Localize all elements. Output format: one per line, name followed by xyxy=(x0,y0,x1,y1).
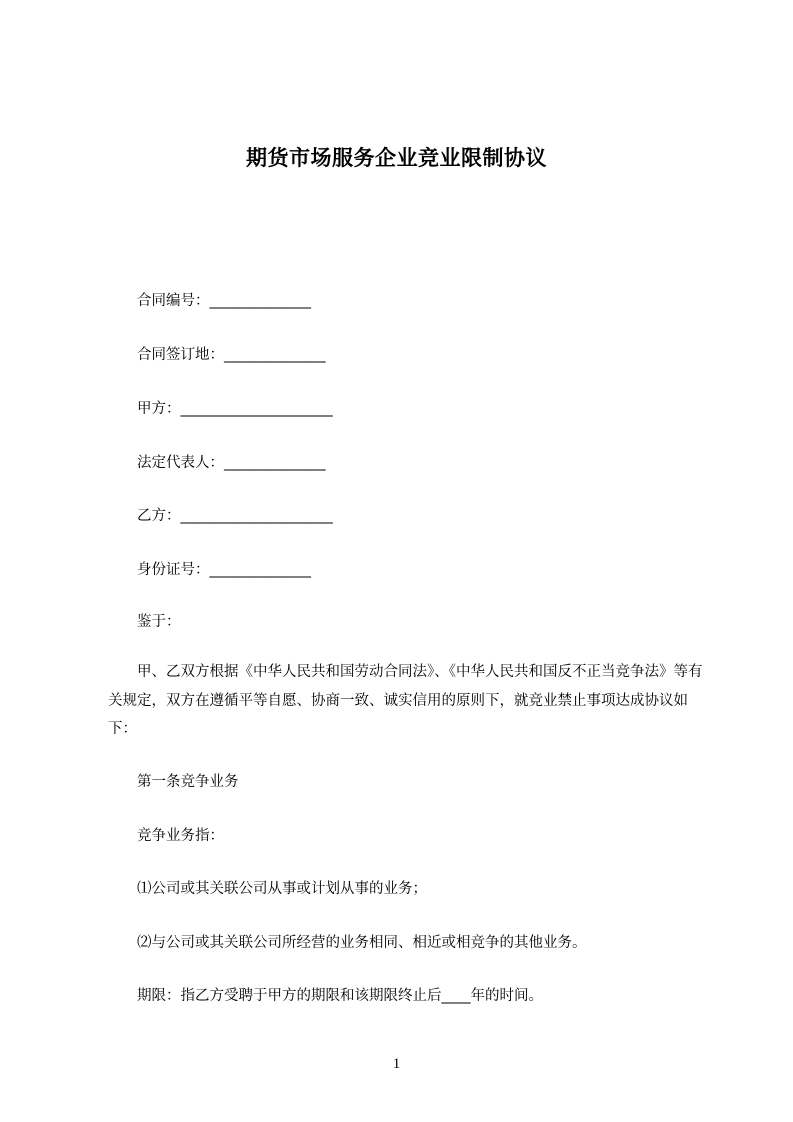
party-b-field: 乙方：_____________________ xyxy=(137,508,333,524)
id-number-field: 身份证号：______________ xyxy=(137,562,311,578)
article-1-heading: 第一条竞争业务 xyxy=(137,774,239,790)
article-1-item-2: ⑵与公司或其关联公司所经营的业务相同、相近或相竞争的其他业务。 xyxy=(137,935,587,951)
contract-number-field: 合同编号：______________ xyxy=(137,293,311,309)
party-a-field: 甲方：_____________________ xyxy=(137,401,333,417)
intro-paragraph: 甲、乙双方根据《中华人民共和国劳动合同法》、《中华人民共和国反不正当竞争法》等有关规定，双方在遵循平等自愿、协商一致、诚实信用的原则下，就竞业禁止事项达成协议如下： xyxy=(108,664,703,737)
whereas-label: 鉴于： xyxy=(137,614,181,630)
article-1-term: 期限：指乙方受聘于甲方的期限和该期限终止后____年的时间。 xyxy=(137,988,543,1004)
legal-representative-field: 法定代表人：______________ xyxy=(137,455,326,471)
signing-place-field: 合同签订地：______________ xyxy=(137,347,326,363)
page-number: 1 xyxy=(392,1056,401,1072)
article-1-definition-label: 竞争业务指： xyxy=(137,828,224,844)
document-title: 期货市场服务企业竞业限制协议 xyxy=(246,146,547,170)
article-1-item-1: ⑴公司或其关联公司从事或计划从事的业务； xyxy=(137,881,427,897)
